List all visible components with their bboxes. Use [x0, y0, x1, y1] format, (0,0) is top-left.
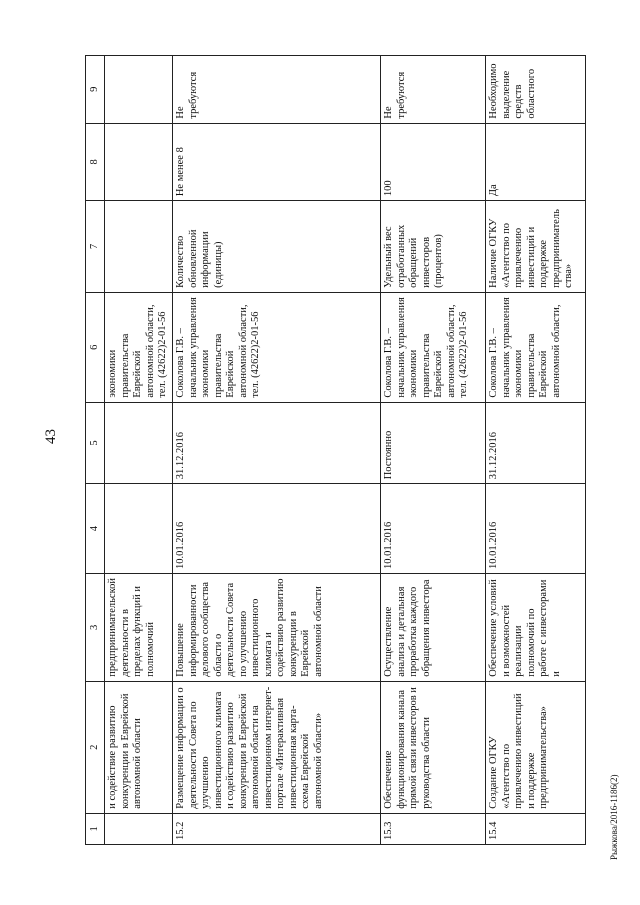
header-cell: 5 — [86, 402, 105, 484]
funding-cell — [105, 56, 173, 124]
event-name-cell: Обеспечение функционирования канала прямой связи инвесторов и руководства области — [381, 681, 486, 813]
measures-table — [85, 55, 586, 845]
target-value-cell: Да — [486, 123, 586, 201]
expected-result-cell: предпринимательской деятельности в пределах функций и полномочий — [105, 573, 173, 681]
start-date-cell: 10.01.2016 — [173, 484, 381, 574]
header-cell: 3 — [86, 573, 105, 681]
expected-result-cell: Осуществление анализа и детальная проработка каждого обращения инвестора — [381, 573, 486, 681]
responsible-cell: Соколова Г.В. – начальник управления экономики правительства Еврейской автономной области, тел. (42622)2-01-56 — [173, 292, 381, 402]
responsible-cell: Соколова Г.В. – начальник управления экономики правительства Еврейской автономной области, — [486, 292, 586, 402]
end-date-cell: 31.12.2016 — [486, 402, 586, 484]
header-cell: 7 — [86, 201, 105, 293]
start-date-cell: 10.01.2016 — [486, 484, 586, 574]
end-date-cell — [105, 402, 173, 484]
table-header-row — [86, 56, 105, 845]
responsible-cell: экономики правительства Еврейской автономной области, тел. (42622)2-01-56 — [105, 292, 173, 402]
indicator-cell: Удельный вес отработанных обращений инвесторов (процентов) — [381, 201, 486, 293]
indicator-cell: Наличие ОГКУ «Агентство по привлечению инвестиций и поддержке предпринимательства» — [486, 201, 586, 293]
header-cell: 8 — [86, 123, 105, 201]
row-number-cell — [105, 813, 173, 844]
table-container — [85, 55, 605, 845]
expected-result-cell: Обеспечение условий и возможностей реализации полномочий по работе с инвесторами и — [486, 573, 586, 681]
funding-cell: Необходимо выделение средств областного — [486, 56, 586, 124]
start-date-cell: 10.01.2016 — [381, 484, 486, 574]
header-cell: 9 — [86, 56, 105, 124]
row-number-cell: 15.4 — [486, 813, 586, 844]
indicator-cell: Количество обновленной информации (единицы) — [173, 201, 381, 293]
funding-cell: Не требуются — [173, 56, 381, 124]
indicator-cell — [105, 201, 173, 293]
table-row — [486, 56, 586, 845]
target-value-cell — [105, 123, 173, 201]
row-number-cell: 15.2 — [173, 813, 381, 844]
page-number: 43 — [43, 429, 59, 444]
responsible-cell: Соколова Г.В. – начальник управления экономики правительства Еврейской автономной области, тел. (42622)2-01-56 — [381, 292, 486, 402]
target-value-cell: Не менее 8 — [173, 123, 381, 201]
expected-result-cell: Повышение информированности делового сообщества области о деятельности Совета по улучшению инвестиционного климата и содействию развитию конкуренции в Еврейской автономной области — [173, 573, 381, 681]
target-value-cell: 100 — [381, 123, 486, 201]
event-name-cell: и содействие развитию конкуренции в Еврейской автономной области — [105, 681, 173, 813]
start-date-cell — [105, 484, 173, 574]
row-number-cell: 15.3 — [381, 813, 486, 844]
event-name-cell: Создание ОГКУ «Агентство по привлечению инвестиций и поддержке предпринимательства» — [486, 681, 586, 813]
header-cell: 2 — [86, 681, 105, 813]
table-row — [173, 56, 381, 845]
table-row — [105, 56, 173, 845]
header-cell: 4 — [86, 484, 105, 574]
end-date-cell: Постоянно — [381, 402, 486, 484]
header-cell: 6 — [86, 292, 105, 402]
event-name-cell: Размещение информации о деятельности Совета по улучшению инвестиционного климата и содействию развитию конкуренции в Еврейской автономной области на инвестиционном интернет-портале «Интерактивная инвестиционная карта-схема Еврейской автономной области» — [173, 681, 381, 813]
header-cell: 1 — [86, 813, 105, 844]
end-date-cell: 31.12.2016 — [173, 402, 381, 484]
table-row — [381, 56, 486, 845]
funding-cell: Не требуются — [381, 56, 486, 124]
footer-reference: Рыжкова/2016-1186(2) — [609, 774, 619, 860]
